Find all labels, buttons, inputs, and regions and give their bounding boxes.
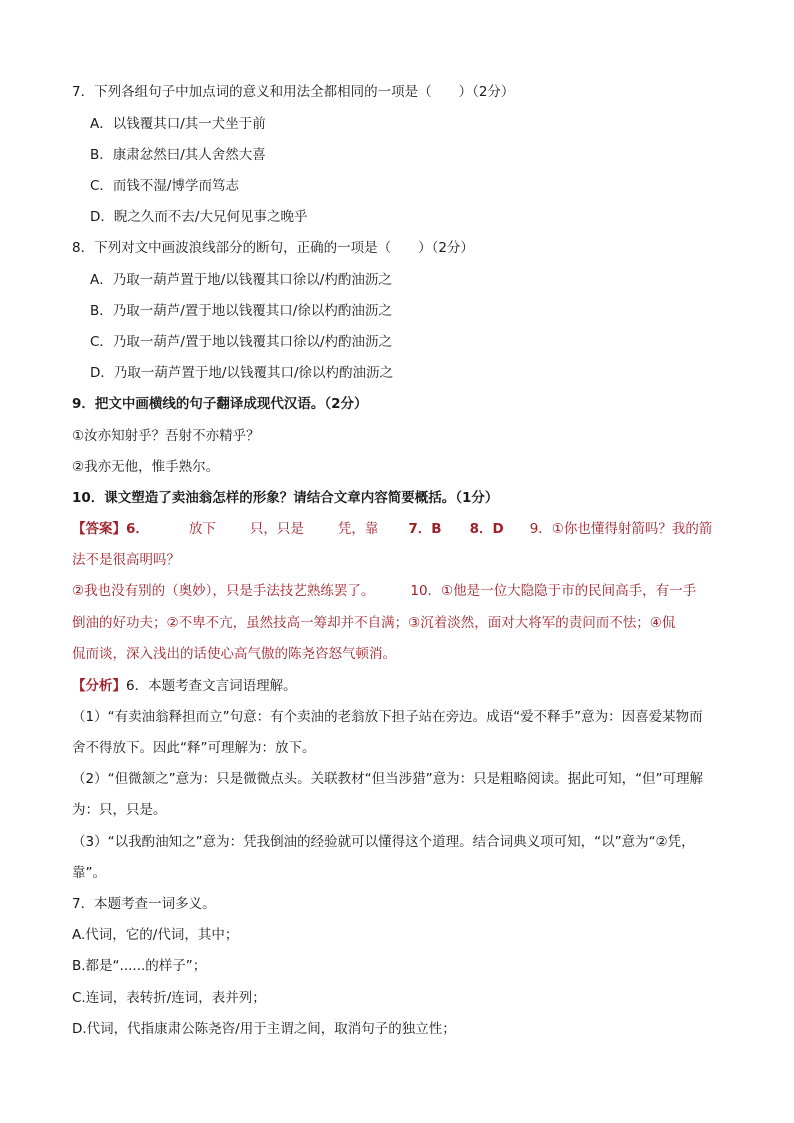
answer-6-item-2: 只，只是 [249,521,304,537]
analysis-p3-line-2: 靠”。 [72,865,106,881]
question-8-option-c: C．乃取一葫芦/置于地以钱覆其口徐以/杓酌油沥之 [90,334,393,350]
question-8-stem: 8．下列对文中画波浪线部分的断句，正确的一项是（ ）（2分） [72,240,474,256]
question-7-stem: 7．下列各组句子中加点词的意义和用法全都相同的一项是（ ）（2分） [72,84,515,100]
answer-line-3 [72,582,696,600]
answer-line-1 [72,520,712,538]
question-7-option-b: B．康肃忿然曰/其人舍然大喜 [90,147,266,163]
answer-10-line-2: 倒油的好功夫；②不卑不亢，虽然技高一筹却并不自满；③沉着淡然，面对大将军的责问而不怯；④侃 [72,615,676,631]
answer-6-item-1: 放下 [188,521,216,537]
analysis-heading-7: 7．本题考查一词多义。 [72,896,216,912]
analysis-7-a: A.代词，它的/代词，其中； [72,927,239,943]
analysis-7-d: D.代词，代指康肃公陈尧咨/用于主谓之间，取消句子的独立性； [72,1021,456,1037]
question-9-stem: 9．把文中画横线的句子翻译成现代汉语。（2分） [72,396,368,412]
answer-8: 8．D [469,521,504,537]
analysis-7-c: C.连词，表转折/连词，表并列； [72,990,266,1006]
analysis-7-b: B.都是“......的样子”； [72,958,207,974]
question-9-item-2: ②我亦无他，惟手熟尔。 [72,459,220,475]
question-9-item-1: ①汝亦知射乎？吾射不亦精乎？ [72,428,260,444]
analysis-p1-line-1: （1）“有卖油翁释担而立”句意：有个卖油的老翁放下担子站在旁边。成语“爱不释手”意为：因喜爱某物而 [72,709,703,725]
analysis-p2-line-2: 为：只，只是。 [72,802,167,818]
question-8-option-d: D．乃取一葫芦置于地/以钱覆其口/徐以杓酌油沥之 [90,365,393,381]
answer-6-item-3: 凭，靠 [337,521,379,537]
question-8-option-b: B．乃取一葫芦/置于地以钱覆其口/徐以杓酌油沥之 [90,303,392,319]
answer-7: 7．B [408,521,442,537]
analysis-heading-6: 6．本题考查文言词语理解。 [126,678,297,694]
answer-10-line-3: 侃而谈，深入浅出的话使心高气傲的陈尧咨怒气顿消。 [72,646,396,662]
question-7-option-a: A．以钱覆其口/其一犬坐于前 [90,116,266,132]
analysis-tag: 【分析】 [72,678,126,694]
analysis-p3-line-1: （3）“以我酌油知之”意为：凭我倒油的经验就可以懂得这个道理。结合词典义项可知，“以”意为“②凭， [72,834,695,850]
analysis-p1-line-2: 舍不得放下。因此“释”可理解为：放下。 [72,740,316,756]
question-7-option-c: C．而钱不湿/博学而笃志 [90,178,239,194]
question-8-option-a: A．乃取一葫芦置于地/以钱覆其口徐以/杓酌油沥之 [90,272,392,288]
answer-10-line-1: 10．①他是一位大隐隐于市的民间高手，有一手 [410,583,697,599]
question-7-option-d: D．睨之久而不去/大兄何见事之晚乎 [90,209,308,225]
answer-tag: 【答案】 [72,521,126,537]
answer-9-line-2: 法不是很高明吗？ [72,552,180,568]
answer-9-line-3: ②我也没有别的（奥妙），只是手法技艺熟练罢了。 [72,583,375,599]
question-10-stem: 10．课文塑造了卖油翁怎样的形象？请结合文章内容简要概括。（1分） [72,490,499,506]
analysis-line-1 [72,677,297,695]
answer-6-number: 6． [126,521,149,537]
analysis-p2-line-1: （2）“但微颔之”意为：只是微微点头。关联教材“但当涉猎”意为：只是粗略阅读。据此可知，“但”可理解 [72,771,704,787]
answer-9-line-1: 9．①你也懂得射箭吗？我的箭 [529,521,713,537]
